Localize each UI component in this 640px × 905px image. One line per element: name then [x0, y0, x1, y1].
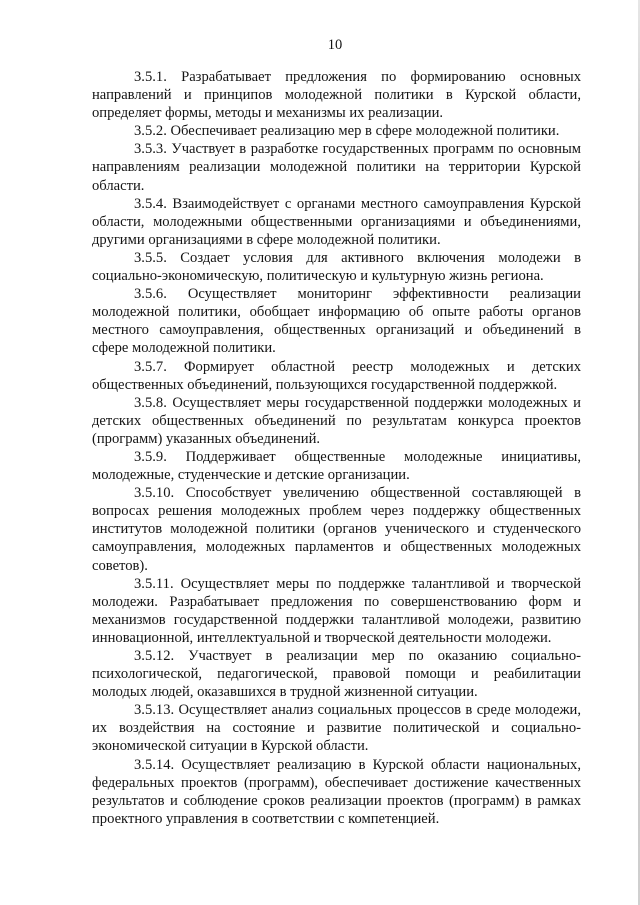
- page-number: 10: [327, 37, 343, 53]
- paragraph-3-5-13: 3.5.13. Осуществляет анализ социальных процессов в среде молодежи, их воздействия на состояние и развитие политической и социально-экономической ситуации в Курской области.: [92, 702, 581, 755]
- paragraph-3-5-4: 3.5.4. Взаимодействует с органами местного самоуправления Курской области, молодежными общественными организациями и объединениями, другими организациями в сфере молодежной политики.: [92, 195, 581, 248]
- paragraph-3-5-5: 3.5.5. Создает условия для активного включения молодежи в социально-экономическую, политическую и культурную жизнь региона.: [92, 249, 581, 285]
- paragraph-3-5-6: 3.5.6. Осуществляет мониторинг эффективности реализации молодежной политики, обобщает информацию об опыте работы органов местного самоуправления, общественных организаций и объединений в сфере молодежной политики.: [92, 286, 581, 357]
- paragraph-3-5-1: 3.5.1. Разрабатывает предложения по формированию основных направлений и принципов молодежной политики в Курской области, определяет формы, методы и механизмы их реализации.: [92, 69, 581, 122]
- paragraph-3-5-14: 3.5.14. Осуществляет реализацию в Курской области национальных, федеральных проектов (программ), обеспечивает достижение качественных результатов и соблюдение сроков реализации проектов (программ) в рамках проектного управления в соответствии с компетенцией.: [92, 756, 581, 827]
- paragraph-3-5-2: 3.5.2. Обеспечивает реализацию мер в сфере молодежной политики.: [134, 123, 560, 140]
- paragraph-3-5-9: 3.5.9. Поддерживает общественные молодежные инициативы, молодежные, студенческие и детские организации.: [92, 448, 581, 484]
- paragraph-3-5-7: 3.5.7. Формирует областной реестр молодежных и детских общественных объединений, пользующихся государственной поддержкой.: [92, 358, 581, 393]
- paragraph-3-5-10: 3.5.10. Способствует увеличению общественной составляющей в вопросах решения молодежных проблем через поддержку общественных институтов молодежной политики (органов ученического и студенческого самоуправления, молодежных парламентов и общественных молодежных советов).: [92, 485, 581, 574]
- paragraph-3-5-11: 3.5.11. Осуществляет меры по поддержке талантливой и творческой молодежи. Разрабатывает предложения по совершенствованию форм и механизмов государственной поддержки талантливой молодежи, развитию инновационной, интеллектуальной и творческой деятельности молодежи.: [92, 575, 581, 646]
- document-body: [92, 68, 581, 828]
- paragraph-3-5-3: 3.5.3. Участвует в разработке государственных программ по основным направлениям реализации молодежной политики на территории Курской области.: [92, 141, 581, 194]
- paragraph-3-5-8: 3.5.8. Осуществляет меры государственной поддержки молодежных и детских общественных объединений по результатам конкурса проектов (программ) указанных объединений.: [92, 394, 581, 447]
- paragraph-3-5-12: 3.5.12. Участвует в реализации мер по оказанию социально-психологической, педагогической, правовой помощи и реабилитации молодых людей, оказавшихся в трудной жизненной ситуации.: [92, 648, 581, 701]
